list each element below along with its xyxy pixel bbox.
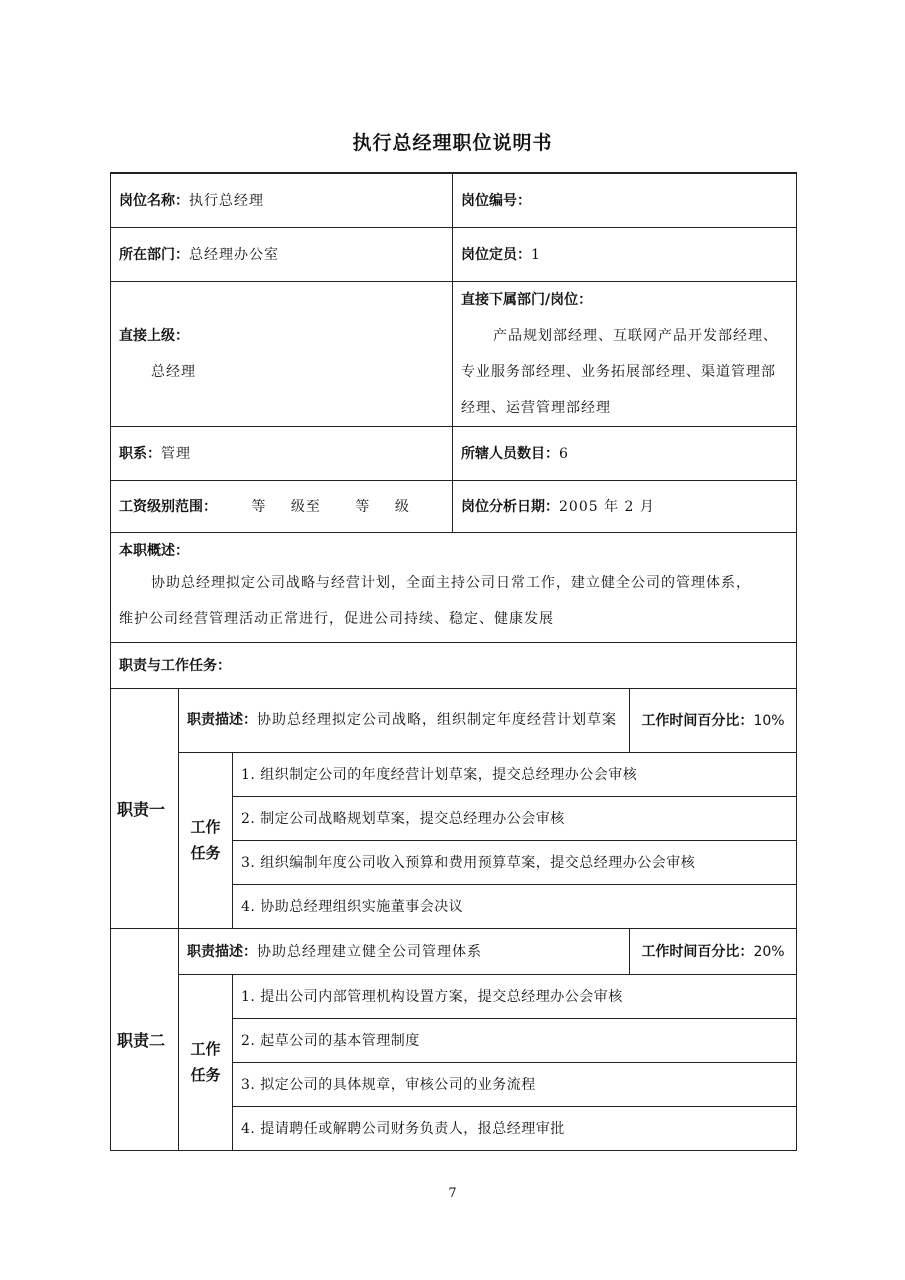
duty-2-name: 职责二 xyxy=(111,928,179,1150)
row-job-family xyxy=(111,426,797,480)
page-number: 7 xyxy=(448,1186,457,1201)
job-family-label: 职系： xyxy=(119,446,161,462)
subordinates-label: 直接下属部门/岗位： xyxy=(461,291,593,308)
row-summary xyxy=(111,532,797,642)
duty-1-pct-label: 工作时间百分比： xyxy=(641,713,754,729)
duty-1-task-4: 4. 协助总经理组织实施董事会决议 xyxy=(233,884,797,928)
salary-text-4: 级 xyxy=(394,499,410,515)
duty-1-task-1: 1. 组织制定公司的年度经营计划草案，提交总经理办公会审核 xyxy=(233,752,797,796)
salary-text-3: 等 xyxy=(355,499,371,515)
duty-2-task-1: 1. 提出公司内部管理机构设置方案，提交总经理办公会审核 xyxy=(233,974,797,1018)
duty-2-task-label-cell xyxy=(179,974,233,1150)
duty-1-task-label-cell xyxy=(179,752,233,928)
row-salary xyxy=(111,480,797,532)
duty-1-task-label-2: 任务 xyxy=(190,844,221,862)
duty-2-task-label-2: 任务 xyxy=(190,1066,221,1084)
duty-2-desc-label: 职责描述： xyxy=(187,944,257,960)
job-description-table xyxy=(110,172,797,1151)
row-department xyxy=(111,227,797,281)
department-value: 总经理办公室 xyxy=(189,247,279,263)
superior-cell xyxy=(111,281,453,426)
salary-cell xyxy=(111,480,453,532)
duty-2-task-3: 3. 拟定公司的具体规章，审核公司的业务流程 xyxy=(233,1062,797,1106)
duty-2-desc-row xyxy=(111,928,797,974)
superior-label: 直接上级： xyxy=(119,327,189,344)
duty-2-task-label-1: 工作 xyxy=(190,1040,221,1058)
position-name-cell xyxy=(111,173,453,227)
salary-text-1: 等 xyxy=(251,499,267,515)
subordinates-line-1: 产品规划部经理、互联网产品开发部经理、 xyxy=(493,327,778,344)
document-title: 执行总经理职位说明书 xyxy=(352,132,553,154)
summary-line-2: 维护公司经营管理活动正常进行，促进公司持续、稳定、健康发展 xyxy=(119,611,554,627)
duty-2-pct-label: 工作时间百分比： xyxy=(641,944,754,960)
position-name-value: 执行总经理 xyxy=(189,193,264,210)
position-code-label: 岗位编号： xyxy=(461,193,531,210)
duty-1-task-row xyxy=(111,752,797,796)
subordinates-line-2: 专业服务部经理、业务拓展部经理、渠道管理部 xyxy=(461,363,776,380)
department-cell xyxy=(111,227,453,281)
staff-count-cell xyxy=(453,426,797,480)
subordinates-cell xyxy=(453,281,797,426)
duty-2-task-4: 4. 提请聘任或解聘公司财务负责人，报总经理审批 xyxy=(233,1106,797,1150)
headcount-cell xyxy=(453,227,797,281)
duty-2-desc-cell xyxy=(179,928,630,974)
position-name-label: 岗位名称： xyxy=(119,193,189,210)
staff-count-label: 所辖人员数目： xyxy=(461,446,559,462)
analysis-date-label: 岗位分析日期： xyxy=(461,499,559,515)
duty-1-pct: 10% xyxy=(753,713,785,729)
headcount-value: 1 xyxy=(531,247,541,263)
duty-2-pct-cell xyxy=(630,928,797,974)
summary-label: 本职概述： xyxy=(119,543,189,559)
duty-1-desc-row xyxy=(111,688,797,752)
duties-header-cell xyxy=(111,642,797,688)
duties-header: 职责与工作任务： xyxy=(119,658,231,674)
duty-1-desc: 协助总经理拟定公司战略，组织制定年度经营计划草案 xyxy=(257,712,617,728)
row-duties-header xyxy=(111,642,797,688)
duty-1-desc-cell xyxy=(179,688,630,752)
duty-1-task-label-1: 工作 xyxy=(190,818,221,836)
duty-1-name: 职责一 xyxy=(111,688,179,928)
position-code-cell xyxy=(453,173,797,227)
duty-1-pct-cell xyxy=(630,688,797,752)
salary-text-2: 级至 xyxy=(290,499,321,515)
duty-1-desc-label: 职责描述： xyxy=(187,712,257,728)
duty-2-pct: 20% xyxy=(753,944,785,960)
staff-count-value: 6 xyxy=(559,446,569,462)
duty-2-task-row xyxy=(111,974,797,1018)
duty-1-task-2: 2. 制定公司战略规划草案，提交总经理办公会审核 xyxy=(233,796,797,840)
row-position xyxy=(111,173,797,227)
salary-label: 工资级别范围： xyxy=(119,499,217,515)
duty-1-task-3: 3. 组织编制年度公司收入预算和费用预算草案，提交总经理办公会审核 xyxy=(233,840,797,884)
department-label: 所在部门： xyxy=(119,247,189,263)
job-family-value: 管理 xyxy=(161,446,191,462)
job-family-cell xyxy=(111,426,453,480)
headcount-label: 岗位定员： xyxy=(461,247,531,263)
duty-2-desc: 协助总经理建立健全公司管理体系 xyxy=(257,944,482,960)
superior-value: 总经理 xyxy=(151,363,196,380)
analysis-date-cell xyxy=(453,480,797,532)
duty-2-task-2: 2. 起草公司的基本管理制度 xyxy=(233,1018,797,1062)
subordinates-line-3: 经理、运营管理部经理 xyxy=(461,399,611,416)
row-reporting xyxy=(111,281,797,426)
summary-cell xyxy=(111,532,797,642)
summary-line-1: 协助总经理拟定公司战略与经营计划，全面主持公司日常工作，建立健全公司的管理体系， xyxy=(151,575,751,591)
analysis-date-value: 2005 年 2 月 xyxy=(559,499,655,515)
